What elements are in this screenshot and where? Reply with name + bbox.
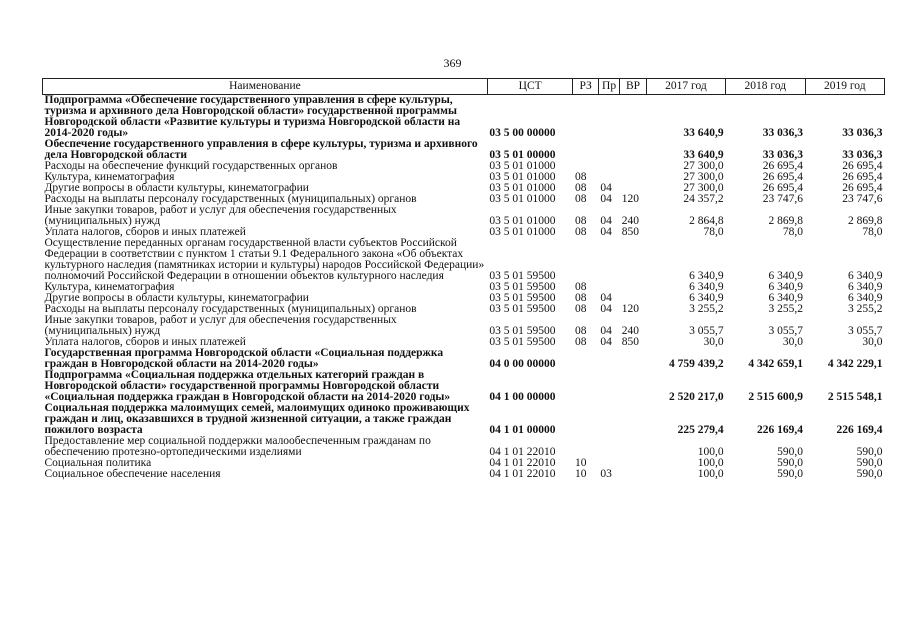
row-2019-cell: 2 515 548,1 xyxy=(827,391,883,403)
row-pr-cell xyxy=(598,161,619,172)
table-row xyxy=(43,436,885,458)
row-cst-cell: 03 5 00 00000 xyxy=(489,127,556,139)
row-2018-cell: 26 695,4 xyxy=(762,160,804,172)
row-vr-cell xyxy=(620,95,646,140)
column-header-pr: Пр xyxy=(598,79,619,95)
row-cst-cell: 04 1 00 00000 xyxy=(489,391,556,403)
row-2018-cell: 6 340,9 xyxy=(768,292,804,304)
row-2017-cell: 100,0 xyxy=(697,446,724,458)
row-2017-cell: 2 520 217,0 xyxy=(669,391,724,403)
row-2018-cell: 26 695,4 xyxy=(762,171,804,183)
row-2017-cell: 100,0 xyxy=(697,468,724,480)
row-name-cell: Уплата налогов, сборов и иных платежей xyxy=(44,336,246,348)
row-2017-cell: 33 640,9 xyxy=(683,127,724,139)
row-rz-cell: 08 xyxy=(574,325,587,337)
row-pr-cell xyxy=(598,370,619,403)
row-pr-cell xyxy=(598,139,619,161)
row-2019-cell: 26 695,4 xyxy=(842,182,883,194)
row-rz-cell: 08 xyxy=(574,193,587,205)
row-vr-cell xyxy=(620,370,646,403)
row-cst-cell: 03 5 01 59500 xyxy=(489,303,556,315)
row-2017-cell: 2 864,8 xyxy=(689,215,724,227)
row-vr-cell xyxy=(620,238,646,282)
row-2017-cell: 78,0 xyxy=(703,226,724,238)
row-vr-cell xyxy=(620,403,646,436)
row-vr-cell: 120 xyxy=(621,303,640,315)
row-2017-cell: 225 279,4 xyxy=(677,424,724,436)
row-2018-cell: 2 869,8 xyxy=(768,215,804,227)
row-cst-cell: 03 5 01 00000 xyxy=(489,149,556,161)
row-vr-cell: 850 xyxy=(621,226,640,238)
row-name-cell: Подпрограмма «Обеспечение государственного управления в сфере культуры, туризма и архивного дела Новгородской области» государственной программы Новгородской области «Развитие культуры и туризма Новгородской области на 2014-2020 годы» xyxy=(44,94,461,139)
table-row xyxy=(43,95,885,140)
row-cst-cell: 04 1 01 22010 xyxy=(489,468,556,480)
row-2017-cell: 4 759 439,2 xyxy=(669,358,724,370)
row-2018-cell: 33 036,3 xyxy=(762,127,804,139)
row-rz-cell: 08 xyxy=(574,226,587,238)
row-vr-cell xyxy=(620,172,646,183)
row-2018-cell: 33 036,3 xyxy=(762,149,804,161)
row-vr-cell: 240 xyxy=(621,215,640,227)
row-2019-cell: 4 342 229,1 xyxy=(827,358,883,370)
row-vr-cell xyxy=(620,458,646,469)
row-2018-cell: 78,0 xyxy=(782,226,804,238)
row-2019-cell: 30,0 xyxy=(862,336,883,348)
row-cst-cell: 03 5 01 59500 xyxy=(489,281,556,293)
row-pr-cell xyxy=(598,348,619,370)
row-2019-cell: 6 340,9 xyxy=(848,270,883,282)
row-rz-cell: 08 xyxy=(574,171,587,183)
table-row xyxy=(43,139,885,161)
row-pr-cell: 04 xyxy=(600,292,612,304)
row-rz-cell: 10 xyxy=(574,468,587,480)
row-cst-cell: 03 5 01 01000 xyxy=(489,182,556,194)
row-name-cell: Другие вопросы в области культуры, кинематографии xyxy=(44,292,309,304)
row-2019-cell: 33 036,3 xyxy=(842,149,883,161)
row-cst-cell: 03 5 01 59500 xyxy=(489,270,556,282)
row-rz-cell: 08 xyxy=(574,215,587,227)
row-rz-cell xyxy=(573,139,598,161)
row-2019-cell: 78,0 xyxy=(862,226,883,238)
row-cst-cell: 03 5 01 01000 xyxy=(489,215,556,227)
row-2019-cell: 23 747,6 xyxy=(842,193,883,205)
row-cst-cell: 04 0 00 00000 xyxy=(489,358,556,370)
column-header-rz: РЗ xyxy=(573,79,598,95)
row-rz-cell xyxy=(573,238,598,282)
column-header-2017: 2017 год xyxy=(646,79,725,95)
column-header-2019: 2019 год xyxy=(805,79,884,95)
row-name-cell: Социальное обеспечение населения xyxy=(44,468,221,480)
row-rz-cell xyxy=(573,370,598,403)
row-name-cell: Социальная политика xyxy=(44,457,152,469)
row-cst-cell: 04 1 01 22010 xyxy=(489,457,556,469)
table-row xyxy=(43,370,885,403)
row-2018-cell: 30,0 xyxy=(782,336,804,348)
row-name-cell: Обеспечение государственного управления в сфере культуры, туризма и архивного дела Новгородской области xyxy=(44,138,478,161)
row-vr-cell: 850 xyxy=(621,336,640,348)
row-2017-cell: 100,0 xyxy=(697,457,724,469)
row-2018-cell: 26 695,4 xyxy=(762,182,804,194)
row-2018-cell: 3 255,2 xyxy=(768,303,804,315)
row-rz-cell xyxy=(573,348,598,370)
row-vr-cell: 240 xyxy=(621,325,640,337)
row-pr-cell xyxy=(598,95,619,140)
table-header-row xyxy=(43,79,885,95)
row-pr-cell xyxy=(598,238,619,282)
row-cst-cell: 03 5 01 01000 xyxy=(489,226,556,238)
row-2017-cell: 24 357,2 xyxy=(683,193,724,205)
row-2017-cell: 30,0 xyxy=(703,336,724,348)
column-header-2018: 2018 год xyxy=(726,79,805,95)
column-header-name: Наименование xyxy=(43,79,488,95)
row-2017-cell: 6 340,9 xyxy=(689,281,724,293)
row-cst-cell: 03 5 01 01000 xyxy=(489,160,556,172)
row-name-cell: Государственная программа Новгородской области «Социальная поддержка граждан в Новгородской области на 2014-2020 годы» xyxy=(44,347,444,370)
row-vr-cell xyxy=(620,161,646,172)
column-header-vr: ВР xyxy=(620,79,646,95)
row-2018-cell: 590,0 xyxy=(777,457,804,469)
budget-table xyxy=(42,78,885,480)
row-2018-cell: 590,0 xyxy=(777,446,804,458)
row-2019-cell: 590,0 xyxy=(856,446,883,458)
row-rz-cell: 10 xyxy=(574,457,587,469)
row-rz-cell: 08 xyxy=(574,292,587,304)
row-name-cell: Иные закупки товаров, работ и услуг для обеспечения государственных (муниципальных) нужд xyxy=(44,314,397,337)
row-2017-cell: 27 300,0 xyxy=(683,171,724,183)
row-vr-cell xyxy=(620,436,646,458)
row-2018-cell: 226 169,4 xyxy=(757,424,804,436)
row-2019-cell: 26 695,4 xyxy=(842,160,883,172)
row-rz-cell: 08 xyxy=(574,303,587,315)
row-pr-cell: 04 xyxy=(600,215,612,227)
row-name-cell: Культура, кинематография xyxy=(44,281,175,293)
row-2018-cell: 23 747,6 xyxy=(762,193,804,205)
table-row xyxy=(43,403,885,436)
row-rz-cell: 08 xyxy=(574,182,587,194)
row-name-cell: Расходы на обеспечение функций государственных органов xyxy=(44,160,338,172)
row-name-cell: Уплата налогов, сборов и иных платежей xyxy=(44,226,246,238)
row-cst-cell: 04 1 01 22010 xyxy=(489,446,556,458)
row-vr-cell xyxy=(620,348,646,370)
row-2019-cell: 226 169,4 xyxy=(836,424,883,436)
row-rz-cell xyxy=(573,403,598,436)
row-cst-cell: 03 5 01 01000 xyxy=(489,171,556,183)
row-vr-cell xyxy=(620,282,646,293)
row-2018-cell: 6 340,9 xyxy=(768,270,804,282)
row-2017-cell: 33 640,9 xyxy=(683,149,724,161)
row-name-cell: Культура, кинематография xyxy=(44,171,175,183)
row-name-cell: Осуществление переданных органам государственной власти субъектов Российской Федерации в соответствии с пунктом 1 статьи 9.1 Федерального закона «Об объектах культурного наследия (памятниках истории и культуры) народов Российской Федерации» полномочий Российской Федерации в отношении объектов культурного наследия xyxy=(44,237,485,282)
row-vr-cell: 120 xyxy=(621,193,640,205)
row-pr-cell: 04 xyxy=(600,182,612,194)
row-2017-cell: 27 300,0 xyxy=(683,182,724,194)
row-cst-cell: 03 5 01 59500 xyxy=(489,325,556,337)
row-pr-cell: 04 xyxy=(600,325,612,337)
row-2018-cell: 4 342 659,1 xyxy=(748,358,804,370)
row-2017-cell: 3 255,2 xyxy=(689,303,724,315)
row-2018-cell: 6 340,9 xyxy=(768,281,804,293)
row-cst-cell: 03 5 01 01000 xyxy=(489,193,556,205)
row-cst-cell: 03 5 01 59500 xyxy=(489,336,556,348)
row-2019-cell: 590,0 xyxy=(856,468,883,480)
row-vr-cell xyxy=(620,139,646,161)
row-2017-cell: 27 300,0 xyxy=(683,160,724,172)
row-name-cell: Расходы на выплаты персоналу государственных (муниципальных) органов xyxy=(44,193,417,205)
row-2019-cell: 6 340,9 xyxy=(848,292,883,304)
row-name-cell: Другие вопросы в области культуры, кинематографии xyxy=(44,182,309,194)
table-row xyxy=(43,238,885,282)
table-row xyxy=(43,205,885,227)
row-pr-cell: 04 xyxy=(600,336,612,348)
row-2017-cell: 6 340,9 xyxy=(689,270,724,282)
row-rz-cell xyxy=(573,95,598,140)
table-row xyxy=(43,469,885,480)
row-2019-cell: 2 869,8 xyxy=(848,215,883,227)
row-pr-cell: 04 xyxy=(600,226,612,238)
row-2019-cell: 590,0 xyxy=(856,457,883,469)
row-2018-cell: 590,0 xyxy=(777,468,804,480)
row-2018-cell: 3 055,7 xyxy=(768,325,804,337)
row-cst-cell: 04 1 01 00000 xyxy=(489,424,556,436)
row-vr-cell xyxy=(620,469,646,480)
row-pr-cell xyxy=(598,436,619,458)
row-pr-cell: 04 xyxy=(600,303,612,315)
row-rz-cell xyxy=(573,436,598,458)
row-2019-cell: 26 695,4 xyxy=(842,171,883,183)
row-2019-cell: 3 255,2 xyxy=(848,303,883,315)
row-name-cell: Подпрограмма «Социальная поддержка отдельных категорий граждан в Новгородской области» государственной программы Новгородской области «Социальная поддержка граждан в Новгородской области на 2014-2020 годы» xyxy=(44,369,451,403)
row-cst-cell: 03 5 01 59500 xyxy=(489,292,556,304)
row-pr-cell: 04 xyxy=(600,193,612,205)
table-row xyxy=(43,315,885,337)
row-name-cell: Иные закупки товаров, работ и услуг для обеспечения государственных (муниципальных) нужд xyxy=(44,204,397,227)
row-pr-cell xyxy=(598,403,619,436)
row-rz-cell: 08 xyxy=(574,281,587,293)
table-row xyxy=(43,348,885,370)
row-2019-cell: 3 055,7 xyxy=(848,325,883,337)
row-2018-cell: 2 515 600,9 xyxy=(748,391,804,403)
row-2019-cell: 33 036,3 xyxy=(842,127,883,139)
column-header-cst: ЦСТ xyxy=(487,79,573,95)
row-2017-cell: 6 340,9 xyxy=(689,292,724,304)
row-2017-cell: 3 055,7 xyxy=(689,325,724,337)
page-number: 369 xyxy=(443,56,462,70)
row-rz-cell: 08 xyxy=(574,336,587,348)
row-name-cell: Предоставление мер социальной поддержки малообеспеченным гражданам по обеспечению протезно-ортопедическими изделиями xyxy=(44,435,431,458)
row-2019-cell: 6 340,9 xyxy=(848,281,883,293)
row-name-cell: Социальная поддержка малоимущих семей, малоимущих одиноко проживающих граждан и лиц, оказавшихся в трудной жизненной ситуации, а также граждан пожилого возраста xyxy=(44,402,470,436)
row-name-cell: Расходы на выплаты персоналу государственных (муниципальных) органов xyxy=(44,303,417,315)
row-pr-cell: 03 xyxy=(600,468,612,480)
